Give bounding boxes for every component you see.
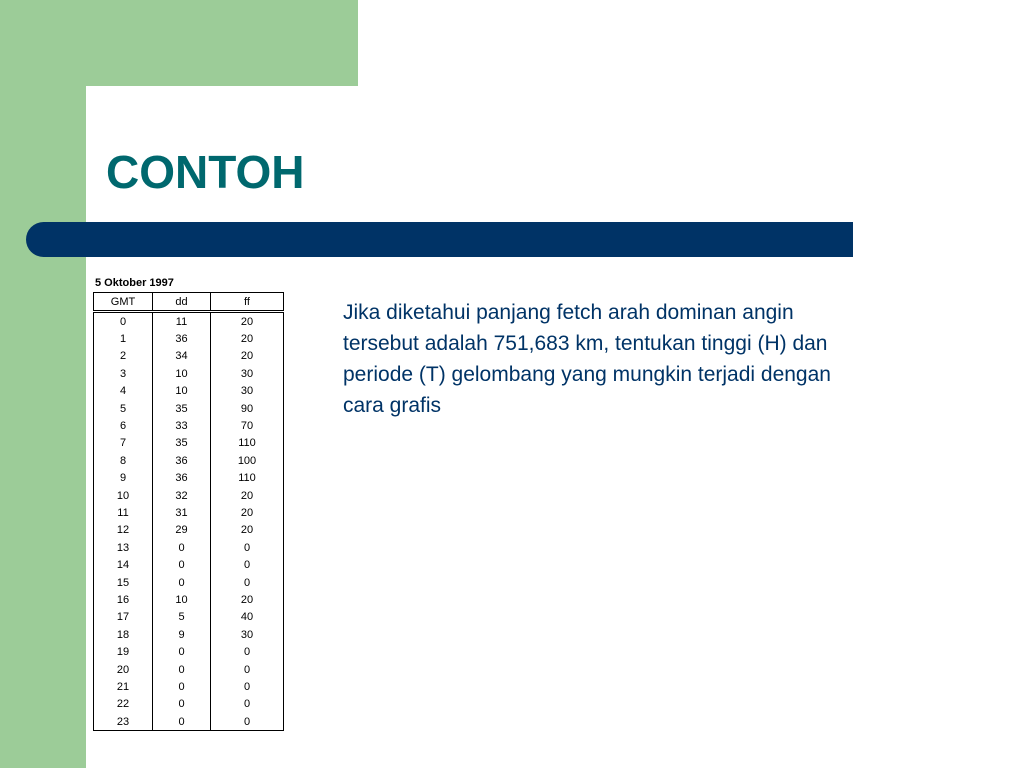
table-row [94, 487, 284, 504]
cell-dd: 36 [153, 330, 211, 347]
table-row [94, 452, 284, 469]
cell-gmt: 15 [94, 574, 153, 591]
table-row [94, 574, 284, 591]
table-header-row [94, 293, 284, 312]
cell-dd: 36 [153, 452, 211, 469]
cell-gmt: 5 [94, 400, 153, 417]
cell-ff: 20 [211, 330, 284, 347]
header-ff: ff [211, 293, 284, 312]
cell-ff: 0 [211, 661, 284, 678]
table-row [94, 713, 284, 731]
cell-dd: 9 [153, 626, 211, 643]
table-row [94, 400, 284, 417]
cell-ff: 100 [211, 452, 284, 469]
cell-gmt: 3 [94, 365, 153, 382]
cell-gmt: 2 [94, 348, 153, 365]
cell-dd: 35 [153, 400, 211, 417]
cell-dd: 31 [153, 504, 211, 521]
cell-gmt: 20 [94, 661, 153, 678]
cell-dd: 33 [153, 417, 211, 434]
cell-gmt: 4 [94, 383, 153, 400]
cell-gmt: 19 [94, 643, 153, 660]
cell-gmt: 11 [94, 504, 153, 521]
cell-gmt: 0 [94, 312, 153, 331]
cell-dd: 0 [153, 539, 211, 556]
cell-ff: 20 [211, 504, 284, 521]
table-row [94, 643, 284, 660]
cell-ff: 90 [211, 400, 284, 417]
table-body [94, 312, 284, 731]
cell-dd: 29 [153, 522, 211, 539]
header-dd: dd [153, 293, 211, 312]
table-row [94, 435, 284, 452]
cell-dd: 0 [153, 574, 211, 591]
cell-gmt: 23 [94, 713, 153, 731]
table-row [94, 556, 284, 573]
cell-dd: 5 [153, 609, 211, 626]
wind-data-table [93, 292, 284, 731]
cell-gmt: 10 [94, 487, 153, 504]
cell-gmt: 12 [94, 522, 153, 539]
table-row [94, 609, 284, 626]
cell-dd: 32 [153, 487, 211, 504]
table-row [94, 312, 284, 331]
cell-ff: 30 [211, 365, 284, 382]
cell-gmt: 1 [94, 330, 153, 347]
cell-ff: 30 [211, 626, 284, 643]
cell-gmt: 21 [94, 678, 153, 695]
cell-dd: 0 [153, 678, 211, 695]
cell-ff: 20 [211, 487, 284, 504]
cell-ff: 110 [211, 470, 284, 487]
table-row [94, 348, 284, 365]
cell-ff: 20 [211, 312, 284, 331]
cell-gmt: 7 [94, 435, 153, 452]
cell-gmt: 18 [94, 626, 153, 643]
cell-gmt: 16 [94, 591, 153, 608]
table-row [94, 539, 284, 556]
table-row [94, 504, 284, 521]
cell-gmt: 17 [94, 609, 153, 626]
cell-ff: 110 [211, 435, 284, 452]
cell-dd: 10 [153, 591, 211, 608]
cell-dd: 10 [153, 365, 211, 382]
cell-gmt: 6 [94, 417, 153, 434]
cell-dd: 11 [153, 312, 211, 331]
cell-dd: 36 [153, 470, 211, 487]
cell-gmt: 9 [94, 470, 153, 487]
table-row [94, 365, 284, 382]
cell-dd: 0 [153, 696, 211, 713]
table-row [94, 591, 284, 608]
table-caption: 5 Oktober 1997 [95, 277, 174, 289]
cell-dd: 0 [153, 661, 211, 678]
cell-ff: 70 [211, 417, 284, 434]
cell-ff: 0 [211, 713, 284, 731]
cell-ff: 20 [211, 348, 284, 365]
cell-ff: 0 [211, 556, 284, 573]
table-row [94, 661, 284, 678]
cell-ff: 20 [211, 591, 284, 608]
table-row [94, 330, 284, 347]
cell-dd: 0 [153, 643, 211, 660]
table-row [94, 696, 284, 713]
table-row [94, 383, 284, 400]
cell-ff: 0 [211, 539, 284, 556]
cell-ff: 20 [211, 522, 284, 539]
cell-ff: 0 [211, 574, 284, 591]
problem-description: Jika diketahui panjang fetch arah dominan angin tersebut adalah 751,683 km, tentukan tinggi (H) dan periode (T) gelombang yang mungkin terjadi dengan cara grafis [343, 301, 831, 417]
table-row [94, 522, 284, 539]
cell-gmt: 22 [94, 696, 153, 713]
decor-green-left [0, 0, 86, 768]
cell-dd: 0 [153, 556, 211, 573]
table-row [94, 417, 284, 434]
cell-dd: 35 [153, 435, 211, 452]
cell-ff: 0 [211, 678, 284, 695]
title-underline-bar [26, 222, 853, 257]
cell-ff: 0 [211, 643, 284, 660]
cell-gmt: 8 [94, 452, 153, 469]
table-row [94, 678, 284, 695]
header-gmt: GMT [94, 293, 153, 312]
cell-ff: 0 [211, 696, 284, 713]
cell-ff: 30 [211, 383, 284, 400]
cell-dd: 0 [153, 713, 211, 731]
table-row [94, 626, 284, 643]
cell-dd: 10 [153, 383, 211, 400]
cell-gmt: 14 [94, 556, 153, 573]
table-row [94, 470, 284, 487]
slide-title: CONTOH [106, 146, 305, 198]
cell-gmt: 13 [94, 539, 153, 556]
cell-dd: 34 [153, 348, 211, 365]
cell-ff: 40 [211, 609, 284, 626]
